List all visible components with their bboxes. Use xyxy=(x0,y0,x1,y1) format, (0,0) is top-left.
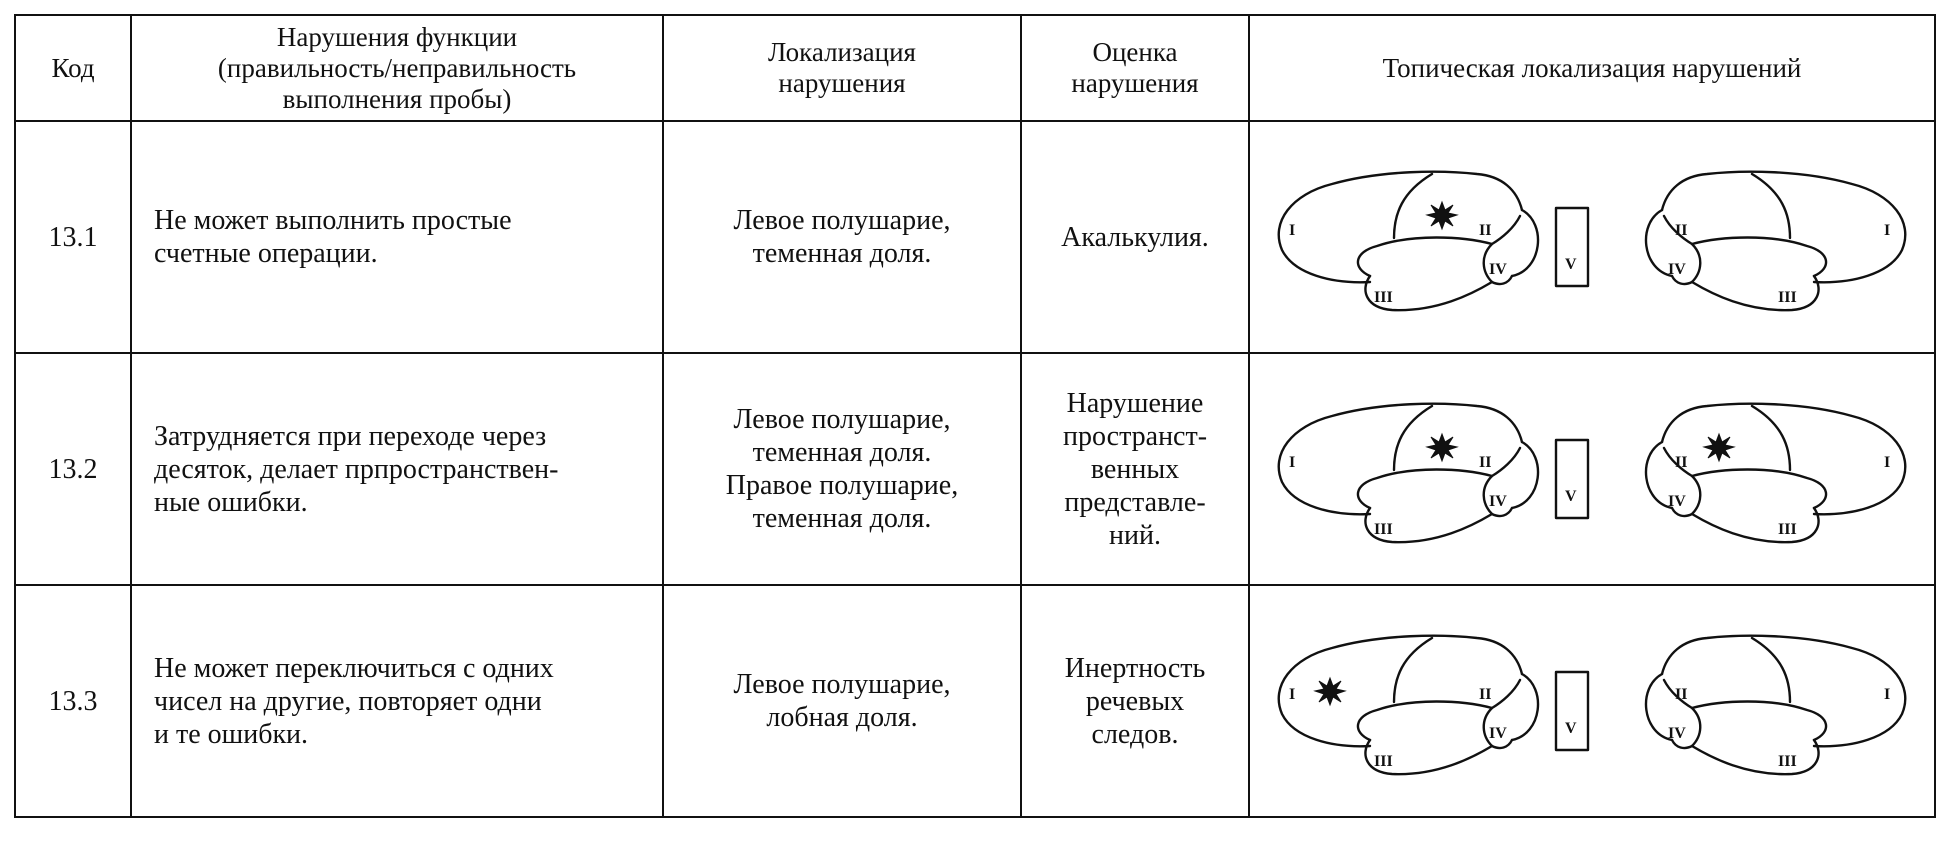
header-row xyxy=(15,15,1935,121)
header-topical: Топическая локализация нарушений xyxy=(1249,15,1935,121)
row-description: Не может выполнить простые счетные операции. xyxy=(131,121,663,353)
row-evaluation: Инертность речевых следов. xyxy=(1021,585,1249,817)
parietal-label: II xyxy=(1479,454,1492,471)
brain-diagram-cell xyxy=(1249,585,1935,817)
assessment-table xyxy=(14,14,1936,818)
header-function: Нарушения функции (правильность/неправильность выполнения пробы) xyxy=(131,15,663,121)
row-evaluation: Акалькулия. xyxy=(1021,121,1249,353)
occipital-label: IV xyxy=(1489,261,1507,278)
table-row xyxy=(15,121,1935,353)
temporal-label-right: III xyxy=(1778,289,1797,306)
center-label: V xyxy=(1565,488,1577,505)
temporal-label: III xyxy=(1374,289,1393,306)
frontal-label: I xyxy=(1289,454,1296,471)
brain-diagram-cell xyxy=(1249,121,1935,353)
temporal-label-right: III xyxy=(1778,753,1797,770)
lesion-star-icon xyxy=(1315,678,1345,705)
row-code: 13.2 xyxy=(15,353,131,585)
brain-diagram xyxy=(1262,616,1922,786)
parietal-label-right: II xyxy=(1675,222,1688,239)
header-evaluation: Оценка нарушения xyxy=(1021,15,1249,121)
temporal-label: III xyxy=(1374,521,1393,538)
row-code: 13.1 xyxy=(15,121,131,353)
brain-diagram xyxy=(1262,384,1922,554)
frontal-label-right: I xyxy=(1884,686,1891,703)
brain-diagram xyxy=(1262,152,1922,322)
left-hemisphere xyxy=(1279,636,1538,774)
table-row xyxy=(15,353,1935,585)
parietal-label: II xyxy=(1479,222,1492,239)
occipital-label-right: IV xyxy=(1668,493,1686,510)
table-row xyxy=(15,585,1935,817)
temporal-label: III xyxy=(1374,753,1393,770)
occipital-label: IV xyxy=(1489,493,1507,510)
center-marker xyxy=(1556,208,1588,286)
row-evaluation: Нарушение пространст- венных представле- ний. xyxy=(1021,353,1249,585)
center-marker xyxy=(1556,440,1588,518)
parietal-label: II xyxy=(1479,686,1492,703)
lesion-star-icon xyxy=(1427,434,1457,461)
lesion-star-icon xyxy=(1704,434,1734,461)
center-label: V xyxy=(1565,256,1577,273)
row-code: 13.3 xyxy=(15,585,131,817)
frontal-label-right: I xyxy=(1884,454,1891,471)
frontal-label: I xyxy=(1289,222,1296,239)
lesion-star-icon xyxy=(1427,202,1457,229)
right-hemisphere xyxy=(1646,172,1905,310)
row-localization: Левое полушарие, теменная доля. Правое полушарие, теменная доля. xyxy=(663,353,1021,585)
temporal-label-right: III xyxy=(1778,521,1797,538)
row-description: Не может переключиться с одних чисел на другие, повторяет одни и те ошибки. xyxy=(131,585,663,817)
occipital-label: IV xyxy=(1489,725,1507,742)
row-description: Затрудняется при переходе через десяток, делает прпространствен- ные ошибки. xyxy=(131,353,663,585)
occipital-label-right: IV xyxy=(1668,261,1686,278)
frontal-label: I xyxy=(1289,686,1296,703)
left-hemisphere xyxy=(1279,404,1538,542)
right-hemisphere xyxy=(1646,404,1905,542)
center-marker xyxy=(1556,672,1588,750)
right-hemisphere xyxy=(1646,636,1905,774)
header-localization: Локализация нарушения xyxy=(663,15,1021,121)
frontal-label-right: I xyxy=(1884,222,1891,239)
left-hemisphere xyxy=(1279,172,1538,310)
row-localization: Левое полушарие, теменная доля. xyxy=(663,121,1021,353)
parietal-label-right: II xyxy=(1675,686,1688,703)
parietal-label-right: II xyxy=(1675,454,1688,471)
center-label: V xyxy=(1565,720,1577,737)
header-code: Код xyxy=(15,15,131,121)
occipital-label-right: IV xyxy=(1668,725,1686,742)
brain-diagram-cell xyxy=(1249,353,1935,585)
row-localization: Левое полушарие, лобная доля. xyxy=(663,585,1021,817)
